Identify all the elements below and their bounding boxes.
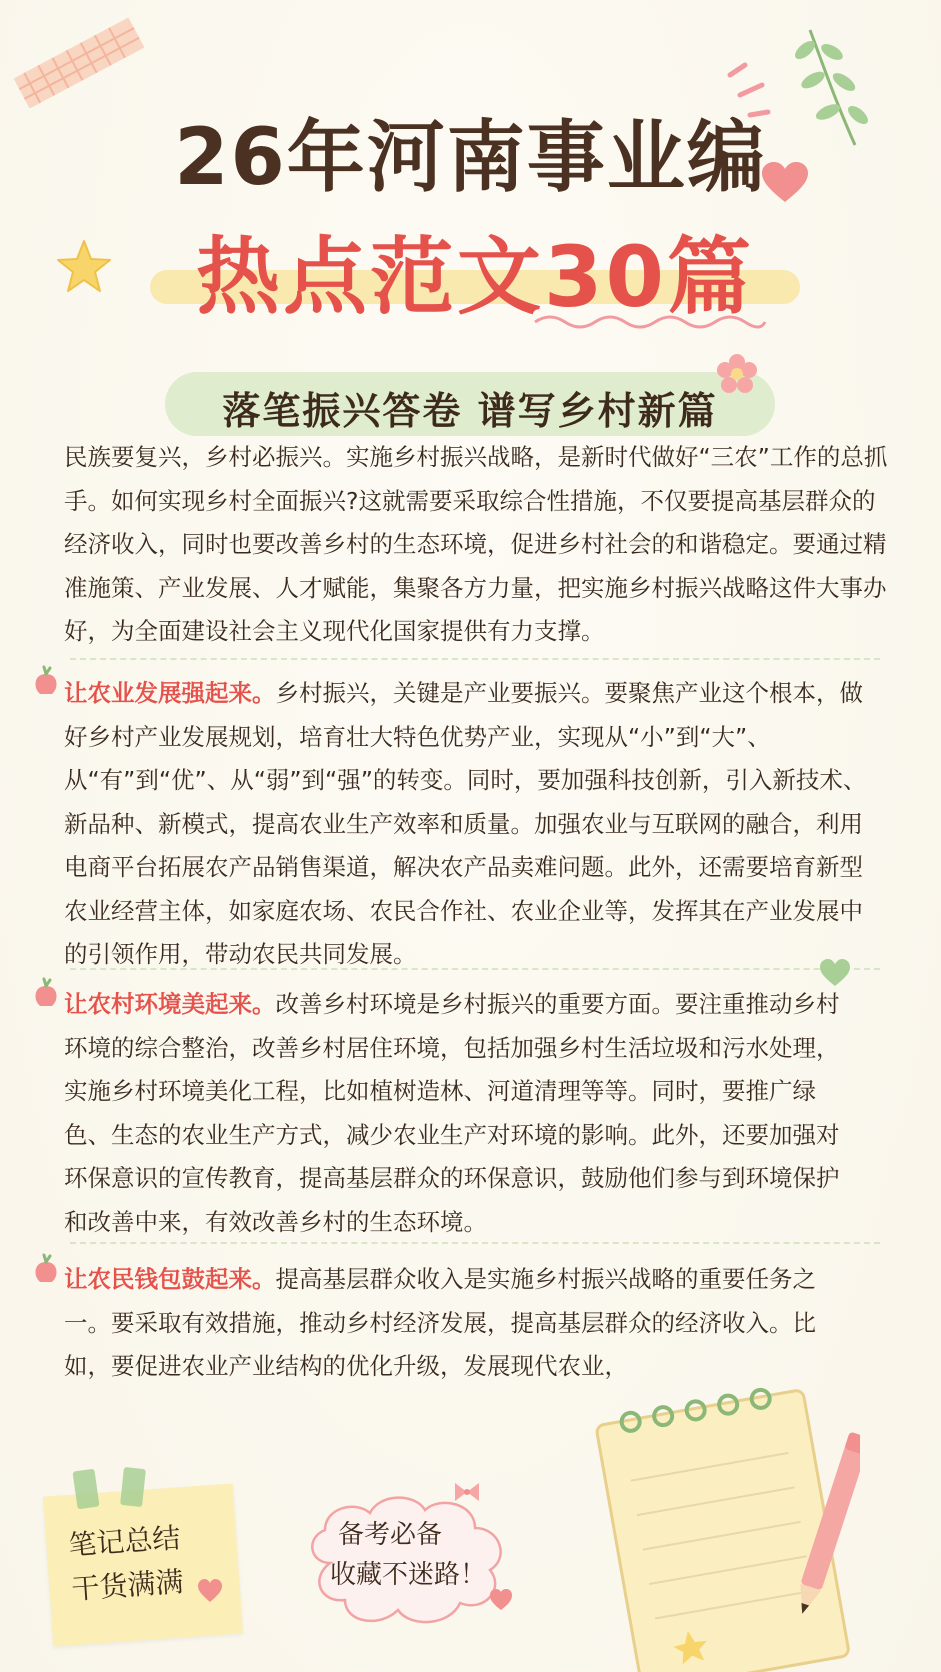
cloud-line: 备考必备 [338, 1520, 443, 1550]
cloud-line: 收藏不迷路！ [330, 1560, 487, 1590]
page-title: 26年河南事业编 [174, 113, 767, 203]
flower-icon [715, 352, 759, 396]
section-paragraph [64, 1258, 854, 1389]
section-paragraph [64, 672, 884, 977]
section-divider [70, 1242, 880, 1244]
section-paragraph [64, 983, 854, 1244]
bow-icon [452, 1480, 482, 1504]
note-line: 笔记总结 [67, 1521, 182, 1562]
note-line: 干货满满 [70, 1565, 185, 1606]
pencil-icon [800, 1420, 860, 1630]
wavy-underline-decoration [530, 310, 770, 334]
section-body: 乡村振兴，关键是产业要振兴。要聚焦产业这个根本，做好乡村产业发展规划，培育壮大特色优势产业，实现从“小”到“大”、从“有”到“优”、从“弱”到“强”的转变。同时，要加强科技创新，引入新技术、新品种、新模式，提高农业生产效率和质量。加强农业与互联网的融合，利用电商平台拓展农产品销售渠道，解决农产品卖难问题。此外，还需要培育新型农业经营主体，如家庭农场、农民合作社、农业企业等，发挥其在产业发展中的引领作用，带动农民共同发展。 [64, 679, 867, 968]
cloud-text [330, 1515, 486, 1595]
title-highlight-block [150, 210, 800, 326]
strawberry-bullet-icon [32, 1252, 60, 1282]
note-tape [120, 1467, 146, 1507]
note-tape [72, 1469, 99, 1510]
section-body: 改善乡村环境是乡村振兴的重要方面。要注重推动乡村环境的综合整治，改善乡村居住环境，包括加强乡村生活垃圾和污水处理，实施乡村环境美化工程，比如植树造林、河道清理等等。同时，要推广绿色、生态的农业生产方式，减少农业生产对环境的影响。此外，还要加强对环保意识的宣传教育，提高基层群众的环保意识，鼓励他们参与到环境保护和改善中来，有效改善乡村的生态环境。 [64, 990, 840, 1236]
heart-icon [488, 1588, 514, 1612]
section-body: 提高基层群众收入是实施乡村振兴战略的重要任务之一。要采取有效措施，推动乡村经济发展，提高基层群众的经济收入。比如，要促进农业产业结构的优化升级，发展现代农业， [64, 1265, 816, 1380]
section-heading: 让农民钱包鼓起来。 [64, 1265, 276, 1293]
section-divider [70, 968, 880, 970]
intro-text: 民族要复兴，乡村必振兴。实施乡村振兴战略，是新时代做好“三农”工作的总抓手。如何实现乡村全面振兴?这就需要采取综合性措施，不仅要提高基层群众的经济收入，同时也要改善乡村的生态环境，促进乡村社会的和谐稳定。要通过精准施策、产业发展、人才赋能，集聚各方力量，把实施乡村振兴战略这件大事办好，为全面建设社会主义现代化国家提供有力支撑。 [64, 443, 888, 645]
page-subtitle-main: 热点范文30篇 [196, 228, 754, 326]
sticky-note-text [67, 1516, 185, 1612]
strawberry-bullet-icon [32, 976, 60, 1006]
section-heading: 让农村环境美起来。 [64, 990, 276, 1018]
heart-icon [196, 1578, 224, 1604]
subtitle-text: 落笔振兴答卷 谱写乡村新篇 [222, 389, 718, 433]
star-icon [55, 238, 113, 296]
intro-paragraph [64, 436, 894, 654]
section-divider [70, 658, 880, 660]
strawberry-bullet-icon [32, 664, 60, 694]
section-heading: 让农业发展强起来。 [64, 679, 276, 707]
